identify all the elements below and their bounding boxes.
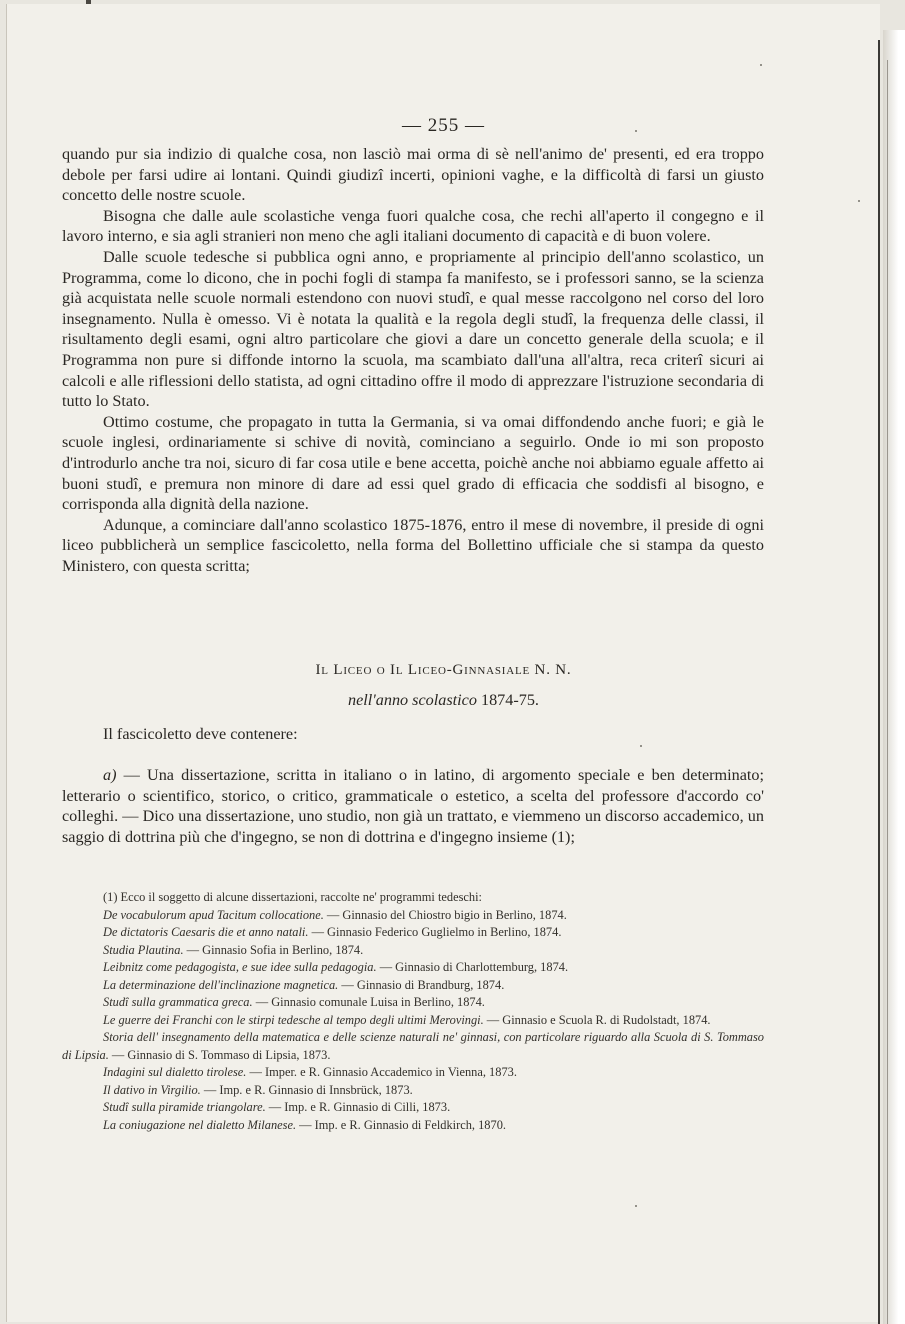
footnote-title: Il dativo in Virgilio. [103,1082,201,1097]
footnote-source: — Ginnasio di Charlottemburg, 1874. [376,960,569,974]
footnote-title: Storia dell' insegnamento della matematica e delle scienze naturali ne' ginnasi, con particolare riguardo alla Scuola di S. Tommaso di Lipsia. [62,1030,764,1062]
footnote-source: — Ginnasio di Brandburg, 1874. [338,977,505,992]
paragraph: Bisogna che dalle aule scolastiche venga fuori qualche cosa, che rechi all'aperto il congegno e il lavoro interno, e sia agli stranieri non meno che agli italiani documento di capacità e di buon volere. [62,206,764,246]
footnote-entry [62,959,764,977]
program-subheading [7,691,880,710]
program-heading: Il Liceo o Il Liceo-Ginnasiale N. N. [315,662,572,678]
contents-intro: Il fascicoletto deve contenere: [103,725,298,743]
footnote-source: — Ginnasio Federico Guglielmo in Berlino, 1874. [308,925,562,939]
paragraph: quando pur sia indizio di qualche cosa, non lasciò mai orma di sè nell'animo de' presenti, ed era troppo debole per farsi udire ai lontani. Quindi giudizî incerti, opinioni vaghe, e la difficoltà di farsi un giusto concetto delle nostre scuole. [62,145,764,205]
footnote-entry [62,1099,764,1117]
footnote-entry [62,924,764,942]
paragraph: Ottimo costume, che propagato in tutta la Germania, si va omai diffondendo anche fuori; e già le scuole inglesi, ordinariamente si schive di novità, cominciano a seguirlo. Onde io mi son proposto d'introdurlo anche tra noi, sicuro di far cosa utile e bene accetta, poichè anche noi abbiamo eguale affetto ai buoni studî, e premura non minore di dare ad essi quel grado di efficacia che soddisfi al bisogno, e corrisponda alla dignità della nazione. [62,412,764,514]
footnote-source: — Ginnasio comunale Luisa in Berlino, 1874. [252,995,485,1009]
paper-sheet [6,4,880,1322]
page-edge-line [887,60,888,1324]
footnote-title: La coniugazione nel dialetto Milanese. [103,1117,297,1132]
footnote-list [62,907,764,1135]
subheading-italic: nell'anno scolastico [348,691,477,709]
footnote-title: Le guerre dei Franchi con le stirpi tedesche al tempo degli ultimi Merovingi. [103,1012,484,1027]
scan-speck [635,130,637,132]
footnote-entry [62,1082,764,1100]
point-label: a) [103,766,117,784]
footnote-entry [62,907,764,925]
footnote-title: Leibnitz come pedagogista, e sue idee sulla pedagogia. [103,960,377,974]
footnote-source: — Ginnasio del Chiostro bigio in Berlino, 1874. [323,907,567,922]
body-text [62,144,764,576]
footnote-title: Studî sulla piramide triangolare. [103,1100,266,1114]
footnote-source: — Imp. e R. Ginnasio di Cilli, 1873. [265,1100,451,1114]
point-text: — Una dissertazione, scritta in italiano o in latino, di argomento speciale e ben determinato; letterario o scientifico, storico, o critico, grammaticale o estetico, a scelta del professore d'accordo co' colleghi. — Dico una dissertazione, uno studio, non già un trattato, e viemmeno un discorso accademico, un saggio di dottrina più che d'ingegno, se non di dottrina e d'ingegno insieme (1); [62,766,764,846]
scan-speck [635,1205,637,1207]
page-edge-line [878,40,880,1324]
footnote-entry [62,1012,764,1030]
footnote-title: Studia Plautina. [103,942,184,957]
footnote-source: — Ginnasio e Scuola R. di Rudolstadt, 1874. [483,1012,711,1027]
footnote-source: — Imper. e R. Ginnasio Accademico in Vienna, 1873. [246,1065,517,1079]
footnote-entry [62,1029,764,1064]
footnote-title: De vocabulorum apud Tacitum collocatione. [103,907,324,922]
footnote-title: De dictatoris Caesaris die et anno natali. [103,925,309,939]
paragraph: Dalle scuole tedesche si pubblica ogni anno, e propriamente al principio dell'anno scolastico, un Programma, come lo dicono, che in pochi fogli di stampa fa manifesto, se i professori sanno, se la scienza già acquistata nelle scuole normali estendono con nuovi studî, e qual messe raccolgono nel corso del loro insegnamento. Nulla è omesso. Vi è notata la qualità e la regola degli studî, la frequenza delle classi, il risultamento degli esami, ogni altro particolare che giovi a dare un concetto generale della scuola; e il Programma non pure si diffonde intorno la scuola, ma scambiato dall'una all'altra, reca criterî sicuri ai calcoli e alle riflessioni dello statista, ad ogni cittadino offre il modo di apprezzare l'istruzione secondaria di tutto lo Stato. [62,247,764,411]
footnote-entry [62,1064,764,1082]
footnote-source: — Ginnasio Sofia in Berlino, 1874. [183,942,364,957]
subheading-year: 1874-75. [480,691,539,709]
footnote-entry [62,977,764,995]
scan-speck [760,64,762,66]
footnote-entry [62,994,764,1012]
point-a [62,765,764,847]
footnote-title: Indagini sul dialetto tirolese. [103,1065,247,1079]
paragraph: Adunque, a cominciare dall'anno scolastico 1875-1876, entro il mese di novembre, il preside di ogni liceo pubblicherà un semplice fascicoletto, nella forma del Bollettino ufficiale che si stampa da questo Ministero, con questa scritta; [62,515,764,575]
footnote-title: Studî sulla grammatica greca. [103,995,253,1009]
scan-speck [640,745,642,747]
footnote-entry [62,942,764,960]
footnote-source: — Imp. e R. Ginnasio di Innsbrück, 1873. [200,1082,413,1097]
scan-speck [858,200,860,202]
footnote-source: — Ginnasio di S. Tommaso di Lipsia, 1873. [108,1047,331,1062]
page-number: — 255 — [402,115,485,136]
footnotes [62,889,764,1134]
footnote-title: La determinazione dell'inclinazione magnetica. [103,977,339,992]
footnote-source: — Imp. e R. Ginnasio di Feldkirch, 1870. [296,1117,506,1132]
footnote-entry [62,1117,764,1135]
footnote-intro: (1) Ecco il soggetto di alcune dissertazioni, raccolte ne' programmi tedeschi: [103,890,482,904]
